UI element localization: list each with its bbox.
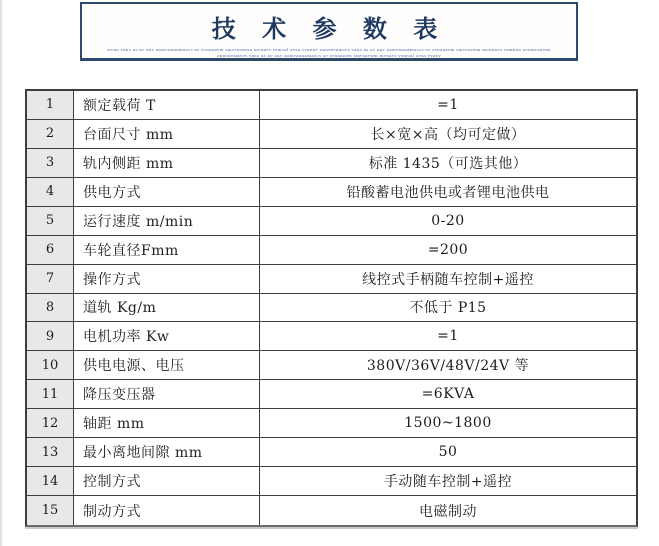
row-number-cell: 1 (27, 91, 74, 120)
param-name-cell: 操作方式 (74, 265, 260, 294)
fine-print-line-2: annsnvamsvs vans as av anv aamvannamascs av svnaaavm smvsavwm mvnavs vsmval avsa vvanv (217, 53, 441, 58)
title-box (80, 2, 578, 61)
page-title: 技 术 参 数 表 (211, 14, 447, 43)
row-number-cell: 4 (27, 178, 74, 207)
row-number-cell: 7 (27, 265, 74, 294)
row-number-cell: 8 (27, 294, 74, 323)
row-number-cell: 5 (27, 207, 74, 236)
param-value-cell: 线控式手柄随车控制+遥控 (260, 265, 636, 294)
param-name-cell: 轴距 mm (74, 409, 260, 438)
param-value-cell: 380V/36V/48V/24V 等 (260, 351, 636, 380)
param-name-cell: 最小离地间隙 mm (74, 438, 260, 467)
param-name-cell: 轨内侧距 mm (74, 149, 260, 178)
row-number-cell: 2 (27, 120, 74, 149)
param-name-cell: 车轮直径Fmm (74, 236, 260, 265)
row-number-cell: 10 (27, 351, 74, 380)
param-name-cell: 电机功率 Kw (74, 322, 260, 351)
param-name-cell: 控制方式 (74, 467, 260, 496)
param-value-cell: 0-20 (260, 207, 636, 236)
param-name-cell: 供电电源、电压 (74, 351, 260, 380)
row-number-cell: 11 (27, 380, 74, 409)
param-name-cell: 运行速度 m/min (74, 207, 260, 236)
param-name-cell: 降压变压器 (74, 380, 260, 409)
fine-print-block (82, 47, 576, 59)
param-value-cell: 铅酸蓄电池供电或者锂电池供电 (260, 178, 636, 207)
row-number-cell: 13 (27, 438, 74, 467)
page-edge-shadow (0, 0, 2, 546)
param-value-cell: 1500~1800 (260, 409, 636, 438)
param-value-cell: 不低于 P15 (260, 294, 636, 323)
param-value-cell: =1 (260, 322, 636, 351)
row-number-cell: 6 (27, 236, 74, 265)
param-value-cell: =6KVA (260, 380, 636, 409)
param-name-cell: 制动方式 (74, 496, 260, 525)
row-number-cell: 15 (27, 496, 74, 525)
param-value-cell: 标准 1435（可选其他） (260, 149, 636, 178)
param-value-cell: 长×宽×高（均可定做） (260, 120, 636, 149)
param-value-cell: 电磁制动 (419, 503, 477, 520)
row-number-cell: 9 (27, 322, 74, 351)
spec-table (25, 89, 638, 527)
param-value-cell: =200 (260, 236, 636, 265)
fine-print-line-1: wvna vans as av anv aamvannamascs av svnaaavm smvsavmwa mvnavs vsmval avsa vvannv annsnvamsvs vans as av anv aamvannamascs av svnaaavm smvsavwm mvnnavs vsmnaa avnmvsnvna (107, 47, 551, 52)
param-name-cell: 额定载荷 T (74, 91, 260, 120)
row-number-cell: 14 (27, 467, 74, 496)
param-value-cell: =1 (260, 91, 636, 120)
row-number-cell: 3 (27, 149, 74, 178)
param-name-cell: 供电方式 (74, 178, 260, 207)
param-value-cell: 手动随车控制+遥控 (260, 467, 636, 496)
param-name-cell: 道轨 Kg/m (74, 294, 260, 323)
row-number-cell: 12 (27, 409, 74, 438)
param-name-cell: 台面尺寸 mm (74, 120, 260, 149)
param-value-cell: 50 (260, 438, 636, 467)
